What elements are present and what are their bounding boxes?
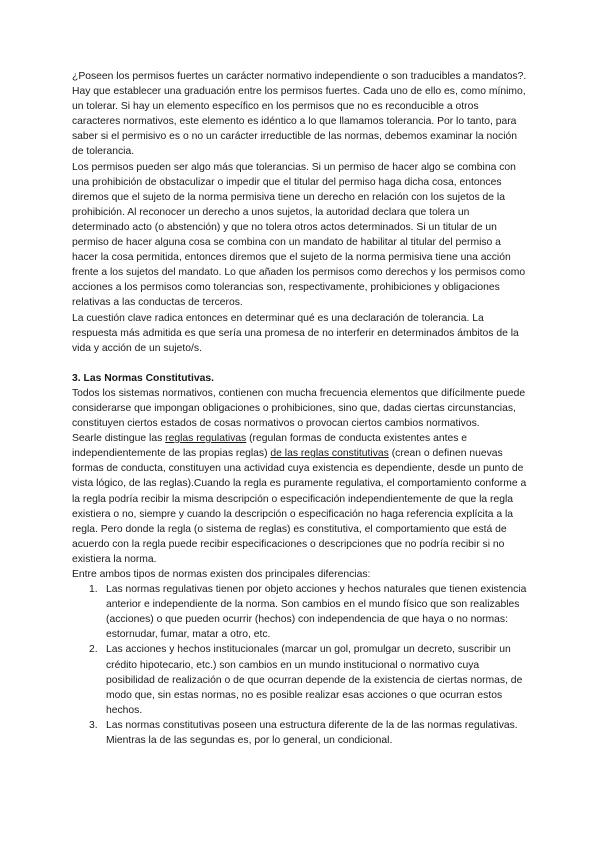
regulative-rules-term: reglas regulativas: [165, 433, 247, 445]
document-page: [72, 69, 528, 748]
list-item-text: Las normas regulativas tienen por objeto acciones y hechos naturales que tienen existencia anterior e independiente de la norma. Son cambios en el mundo físico que son realizables (acciones) o que pueden ocurrir (hechos) con independencia de que haya o no normas: estornudar, fumar, matar a otro, etc.: [106, 584, 527, 641]
list-item-text: Las acciones y hechos institucionales (marcar un gol, promulgar un decreto, suscribir un crédito hipotecario, etc.) son cambios en un mundo institucional o normativo cuya posibilidad de realización o de que ocurran depende de la existencia de ciertas normas, de modo que, sin estas normas, no es posible realizar esas acciones o que ocurran estos hechos.: [106, 644, 523, 716]
list-item-text: Las normas constitutivas poseen una estructura diferente de la de las normas regulativas. Mientras la de las segundas es, por lo general, un condicional.: [106, 719, 518, 747]
differences-list: [72, 582, 528, 748]
constitutive-rules-term: de las reglas constitutivas: [270, 448, 389, 460]
list-item-number: 1.: [89, 584, 98, 596]
list-item-number: 3.: [89, 719, 98, 731]
list-item-number: 2.: [89, 644, 98, 656]
intro-question: ¿Poseen los permisos fuertes un carácter normativo independiente o son traducibles a mandatos?.: [72, 71, 527, 82]
list-item: [72, 642, 528, 717]
searle-text-b: (regulan formas de conducta existentes antes e independientemente de las propias reglas): [72, 433, 468, 460]
searle-text-a: Searle distingue las: [72, 433, 166, 445]
searle-paragraph: [72, 431, 528, 567]
list-item: [72, 582, 528, 642]
section-heading: 3. Las Normas Constitutivas.: [72, 372, 214, 384]
intro-paragraph-3: La cuestión clave radica entonces en determinar qué es una declaración de tolerancia. La respuesta más admitida es que sería una promesa de no interferir en determinados ámbitos de la vida y acción de un sujeto/s.: [72, 312, 519, 354]
searle-text-c: (crean o definen nuevas formas de conducta, constituyen una actividad cuya existencia es dependiente, desde un punto de vista lógico, de las reglas).Cuando la regla es puramente regulativa, el comportamiento conforme a la regla podría recibir la misma descripción o especificación independientemente de que la regla existiera o no, siempre y cuando la descripción o especificación no haga referencia explícita a la regla. Pero donde la regla (o sistema de reglas) es constitutiva, el comportamiento que está de acuerdo con la regla puede recibir especificaciones o descripciones que no podría recibir si no existiera la norma.: [72, 448, 527, 565]
list-item: [72, 718, 528, 748]
list-intro: Entre ambos tipos de normas existen dos principales diferencias:: [72, 569, 371, 580]
intro-paragraph-2: Los permisos pueden ser algo más que tolerancias. Si un permiso de hacer algo se combina con una prohibición de obstaculizar o impedir que el titular del permiso haga dicha cosa, entonces diremos que el sujeto de la norma permisiva tiene un derecho en relación con los sujetos de la prohibición. Al reconocer un derecho a unos sujetos, la autoridad declara que tolera un determinado acto (o abstención) y que no tolera otros actos determinados. Si un titular de un permiso de hacer alguna cosa se combina con un mandato de habilitar al titular del permiso a hacer la cosa permitida, entonces diremos que el sujeto de la norma permisiva tiene una acción frente a los sujetos del mandato. Lo que añaden los permisos como derechos y los permisos como acciones a los permisos como tolerancias son, respectivamente, prohibiciones y obligaciones relativas a las conductas de terceros.: [72, 161, 526, 309]
intro-paragraph-1: Hay que establecer una graduación entre los permisos fuertes. Cada uno de ello es, como mínimo, un tolerar. Si hay un elemento específico en los permisos que no es reconducible a otros caracteres normativos, este elemento es idéntico a lo que llamamos tolerancia. Por lo tanto, para saber si el permisivo es o no un carácter irreductible de las normas, debemos examinar la noción de tolerancia.: [72, 86, 526, 158]
section-paragraph-1: Todos los sistemas normativos, contienen con mucha frecuencia elementos que difícilmente puede considerarse que impongan obligaciones o prohibiciones, sino que, dadas ciertas circunstancias, constituyen ciertos estados de cosas normativos o provocan ciertos cambios normativos.: [72, 387, 526, 430]
